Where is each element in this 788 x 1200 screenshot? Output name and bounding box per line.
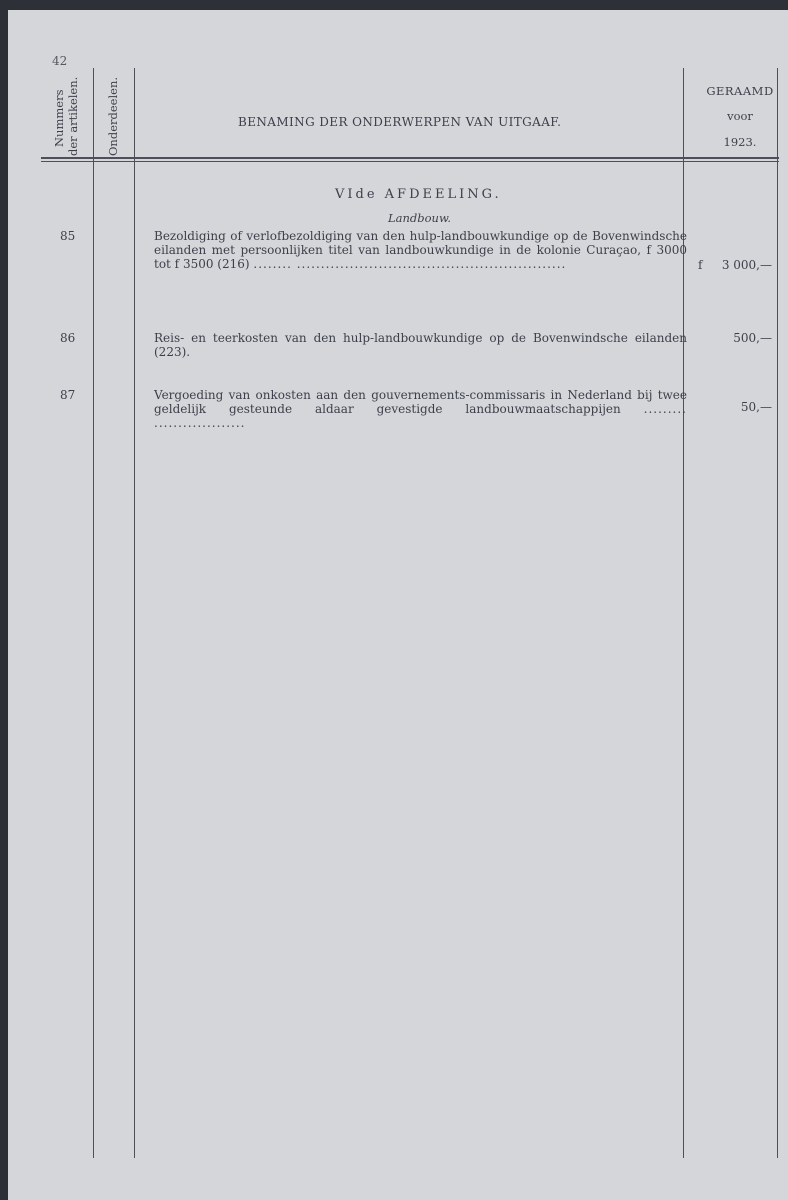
column-divider-right: [777, 68, 778, 1158]
page-number: 42: [52, 54, 68, 68]
currency-symbol-85: f: [698, 258, 703, 272]
header-expenditure-title: BENAMING DER ONDERWERPEN VAN UITGAAF.: [238, 115, 562, 129]
article-number-87: 87: [60, 388, 76, 402]
section-title: VIde AFDEELING.: [335, 187, 502, 202]
header-rule-bottom: [41, 161, 779, 162]
leader-dots-87: ......... ...................: [154, 402, 687, 430]
header-rule-top: [41, 157, 779, 159]
article-number-85: 85: [60, 229, 76, 243]
header-subdivisions: Onderdeelen.: [106, 76, 120, 156]
header-estimated: GERAAMD: [706, 84, 774, 98]
column-divider-1: [93, 68, 94, 1158]
header-article-numbers: [52, 76, 84, 156]
article-amount-85: 3 000,—: [721, 258, 772, 272]
article-text-87: Vergoeding van onkosten aan den gouvernements-commissaris in Nederland bij twee geldelijk gesteunde aldaar gevestigde landbouwmaatschappijen: [154, 388, 687, 416]
article-description-85: [154, 229, 687, 271]
section-subtitle: Landbouw.: [388, 211, 452, 225]
article-text-86: Reis- en teerkosten van den hulp-landbouwkundige op de Bovenwindsche eilanden (223).: [154, 331, 687, 359]
header-article-numbers-line2: der artikelen.: [66, 76, 80, 156]
article-number-86: 86: [60, 331, 76, 345]
column-divider-2: [134, 68, 135, 1158]
article-amount-86: 500,—: [733, 331, 772, 345]
article-description-87: [154, 388, 687, 430]
article-amount-87: 50,—: [740, 400, 772, 414]
header-for: voor: [727, 109, 753, 123]
header-year: 1923.: [723, 135, 757, 149]
document-page: [8, 10, 788, 1200]
header-article-numbers-line1: Nummers: [52, 89, 66, 147]
article-description-86: [154, 331, 687, 359]
leader-dots-85: ........ ........................................................: [253, 257, 567, 271]
article-text-85: Bezoldiging of verlofbezoldiging van den hulp-landbouwkundige op de Bovenwindsche eilanden met persoonlijken titel van landbouwkundige in de kolonie Curaçao, f 3000 tot f 3500 (216): [154, 229, 687, 271]
